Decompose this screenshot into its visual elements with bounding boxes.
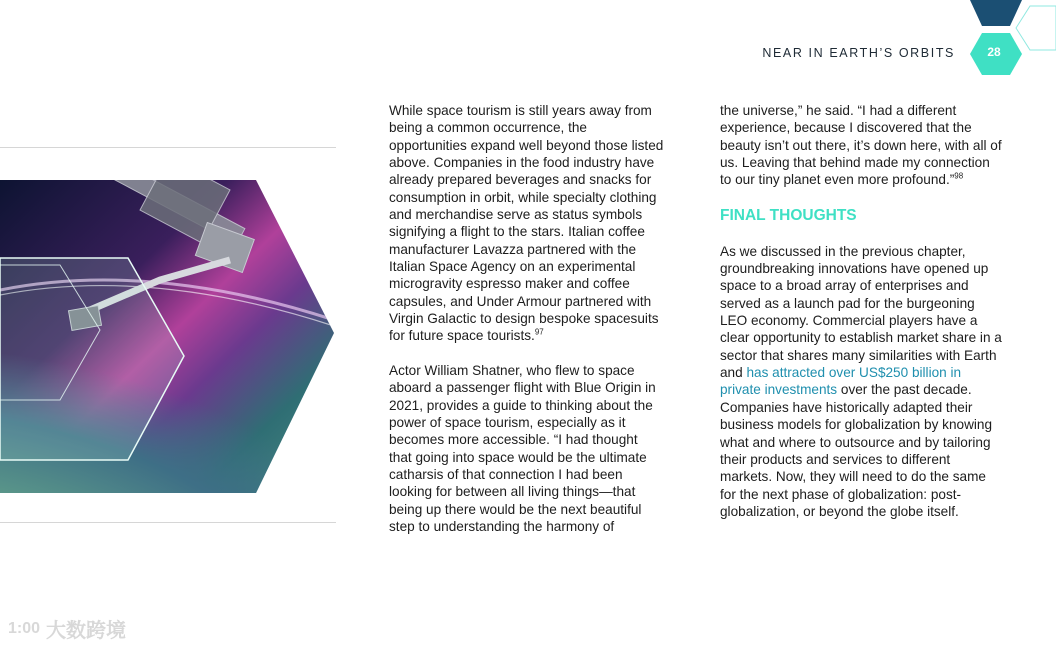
- paragraph: Actor William Shatner, who flew to space aboard a passenger flight with Blue Origin in 2021, provides a guide to thinking about the power of space tourism, especially as it becomes more accessible. “I had thought that going into space would be the ultimate catharsis of that connection I had been looking for between all living things—that being up there would be the next beautiful step to understanding the harmony of: [389, 362, 656, 534]
- paragraph-text: the universe,” he said. “I had a different experience, because I discovered that the beauty isn’t out there, it’s down here, with all of us. Leaving that behind made my connection to our tiny planet even more profound.”: [720, 103, 1002, 188]
- paragraph-text: As we discussed in the previous chapter, groundbreaking innovations have opened up space to a broad array of enterprises and served as a launch pad for the burgeoning LEO economy. Commercial players have a clear opportunity to establish market share in a sector that shares many similarities with Earth and: [720, 243, 1002, 381]
- navy-hexagon-icon: [970, 0, 1022, 26]
- divider-bottom: [0, 522, 336, 523]
- section-title: NEAR IN EARTH’S ORBITS: [762, 46, 955, 60]
- outline-hexagon-icon: [1016, 6, 1056, 50]
- section-heading: FINAL THOUGHTS: [720, 206, 857, 224]
- footnote-ref: 97: [534, 327, 544, 337]
- paragraph-text: over the past decade. Companies have historically adapted their business models for globalization by knowing what and where to outsource and by tailoring their products and services to different markets. Now, they will need to do the same for the next phase of globalization: post-globalization, or beyond the globe itself.: [720, 382, 993, 519]
- watermark-text: 大数跨境: [46, 620, 127, 642]
- footnote-ref: 98: [954, 171, 964, 181]
- divider-top: [0, 147, 336, 148]
- watermark-logo-icon: 1:00: [8, 619, 41, 637]
- paragraph: [389, 102, 664, 345]
- watermark: [8, 614, 126, 643]
- left-text-column: [389, 102, 664, 535]
- investment-link[interactable]: has attracted over US$250 billion in private investments: [720, 365, 962, 398]
- paragraph: [720, 243, 1004, 521]
- paragraph-text: While space tourism is still years away from being a common occurrence, the opportunities expand well beyond those listed above. Companies in the food industry have already prepared beverages and snacks for consumption in orbit, while specialty clothing and merchandise serve as status symbols signifying a flight to the stars. Italian coffee manufacturer Lavazza partnered with the Italian Space Agency on an experimental microgravity espresso maker and coffee capsules, and Under Armour partnered with Virgin Galactic to design bespoke spacesuits for future space tourists.: [389, 103, 664, 344]
- paragraph: [720, 102, 1004, 189]
- space-station-image: [0, 170, 340, 500]
- page-number: 28: [987, 45, 1001, 59]
- right-text-column: [720, 102, 1004, 520]
